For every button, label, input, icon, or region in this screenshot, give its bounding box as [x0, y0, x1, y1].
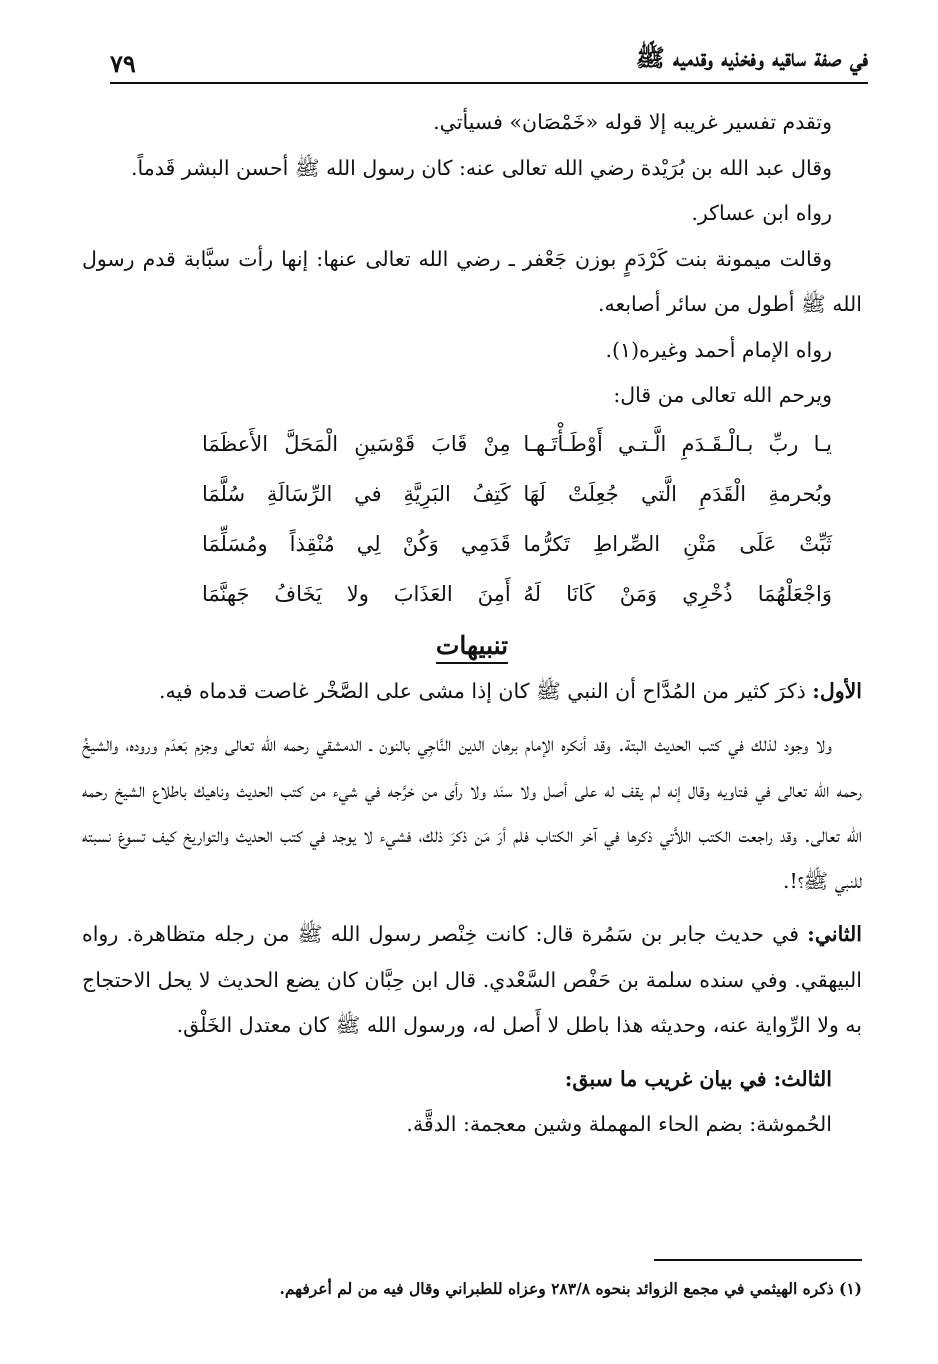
note-first	[82, 669, 862, 715]
note-label: الثاني:	[807, 922, 862, 946]
page-number: ٧٩	[110, 49, 136, 78]
running-title: في صفة ساقيه وفخذيه وقدميه ﷺ	[635, 43, 868, 72]
section-title	[82, 625, 862, 667]
verse-second-hemistich: كَتِفُ البَرِيَّةِ في الرِّسَالَةِ سُلَّمَا	[202, 481, 511, 506]
verse-second-hemistich: أَمِنَ العَذَابَ ولا يَخَافُ جَهنَّمَا	[202, 581, 511, 606]
poem-verse	[202, 419, 832, 469]
main-text	[82, 100, 862, 1148]
poem-verse	[202, 569, 832, 619]
poem-verse	[202, 519, 832, 569]
poem	[82, 419, 862, 619]
note-label: الثالث: في بيان غريب ما سبق:	[564, 1066, 832, 1091]
verse-first-hemistich: وَاجْعَلْهُمَا ذُخْرِي وَمَنْ كَانَا لَهُ	[523, 581, 832, 606]
paragraph: وتقدم تفسير غريبه إلا قوله «خَمْصَان» فسيأتي.	[433, 110, 832, 134]
section-title-text: تنبيهات	[436, 631, 508, 664]
poem-verse	[202, 469, 832, 519]
verse-first-hemistich: وبُحرمةِ الْقَدَمِ الَّتي جُعِلَتْ لَهَا	[523, 481, 832, 506]
note-label: الأول:	[812, 678, 862, 703]
verse-second-hemistich: مِنْ قَابَ قَوْسَينِ الْمَحَلَّ الأَعظَمَا	[202, 431, 511, 456]
note-text: في حديث جابر بن سَمُرة قال: كانت خِنْصر رسول الله ﷺ من رجله متظاهرة. رواه البيهقي. وفي سنده سلمة بن حَفْص السَّعْدي. قال ابن حِبَّان كان يضع الحديث لا يحل الاحتجاج به ولا الرِّواية عنه، وحديثه هذا باطل لا أَصل له، ورسول الله ﷺ كان معتدل الخَلْق.	[82, 922, 862, 1037]
paragraph: ويرحم الله تعالى من قال:	[613, 383, 832, 407]
footnote: (١) ذكره الهيثمي في مجمع الزوائد بنحوه ٢٨٣/٨ وعزاه للطبراني وقال فيه من لم أعرفهم.	[279, 1279, 862, 1298]
note-second	[82, 912, 862, 1049]
paragraph: ولا وجود لذلك في كتب الحديث البتة. وقد أنكره الإمام برهان الدين النَّاجِي بالنون ـ الدمشقي رحمه الله تعالى وجزم بَعدَم وروده، والشيخُ رحمه الله تعالى في فتاويه وقال إنه لم يقف له على أصل ولا سنَد ولا رأى من خرَّجه في شيء من كتب الحديث وناهيك باطلاع الشيخ رحمه الله تعالى. وقد راجعت الكتب اللاَّتي ذكرها في آخر الكتاب فلم أرَ مَن ذكرَ ذلك، فشيء لا يوجد في كتب الحديث والتواريخ كيف تسوغ نسبته للنبي ﷺ؟!.	[82, 732, 862, 893]
paragraph: رواه الإمام أحمد وغيره(١).	[605, 337, 832, 362]
paragraph: الحُموشة: بضم الحاء المهملة وشين معجمة: الدقَّة.	[406, 1112, 832, 1136]
note-text: ذكرَ كثير من المُدَّاح أن النبي ﷺ كان إذا مشى على الصَّخْر غاصت قدماه فيه.	[159, 678, 806, 703]
verse-first-hemistich: يـا ربِّ بـالْـقَـدَمِ الَّـتـي أَوْطَـأْتَـهـا	[523, 431, 832, 456]
verse-second-hemistich: قَدَمِي وَكُنْ لِي مُنْقِذاً ومُسَلِّمَا	[202, 531, 511, 556]
footnote-divider	[654, 1259, 862, 1261]
paragraph: رواه ابن عساكر.	[691, 201, 832, 225]
verse-first-hemistich: ثَبِّتْ عَلَى مَتْنِ الصِّراطِ تَكرُّما	[523, 531, 832, 556]
page-header	[110, 38, 868, 84]
paragraph: وقال عبد الله بن بُرَيْدة رضي الله تعالى عنه: كان رسول الله ﷺ أحسن البشر قَدماً.	[130, 155, 832, 180]
note-third-heading	[82, 1057, 862, 1103]
paragraph: وقالت ميمونة بنت كَرْدَمٍ بوزن جَعْفر ـ رضي الله تعالى عنها: إنها رأت سبَّابة قدم رسول الله ﷺ أطول من سائر أصابعه.	[82, 246, 862, 316]
